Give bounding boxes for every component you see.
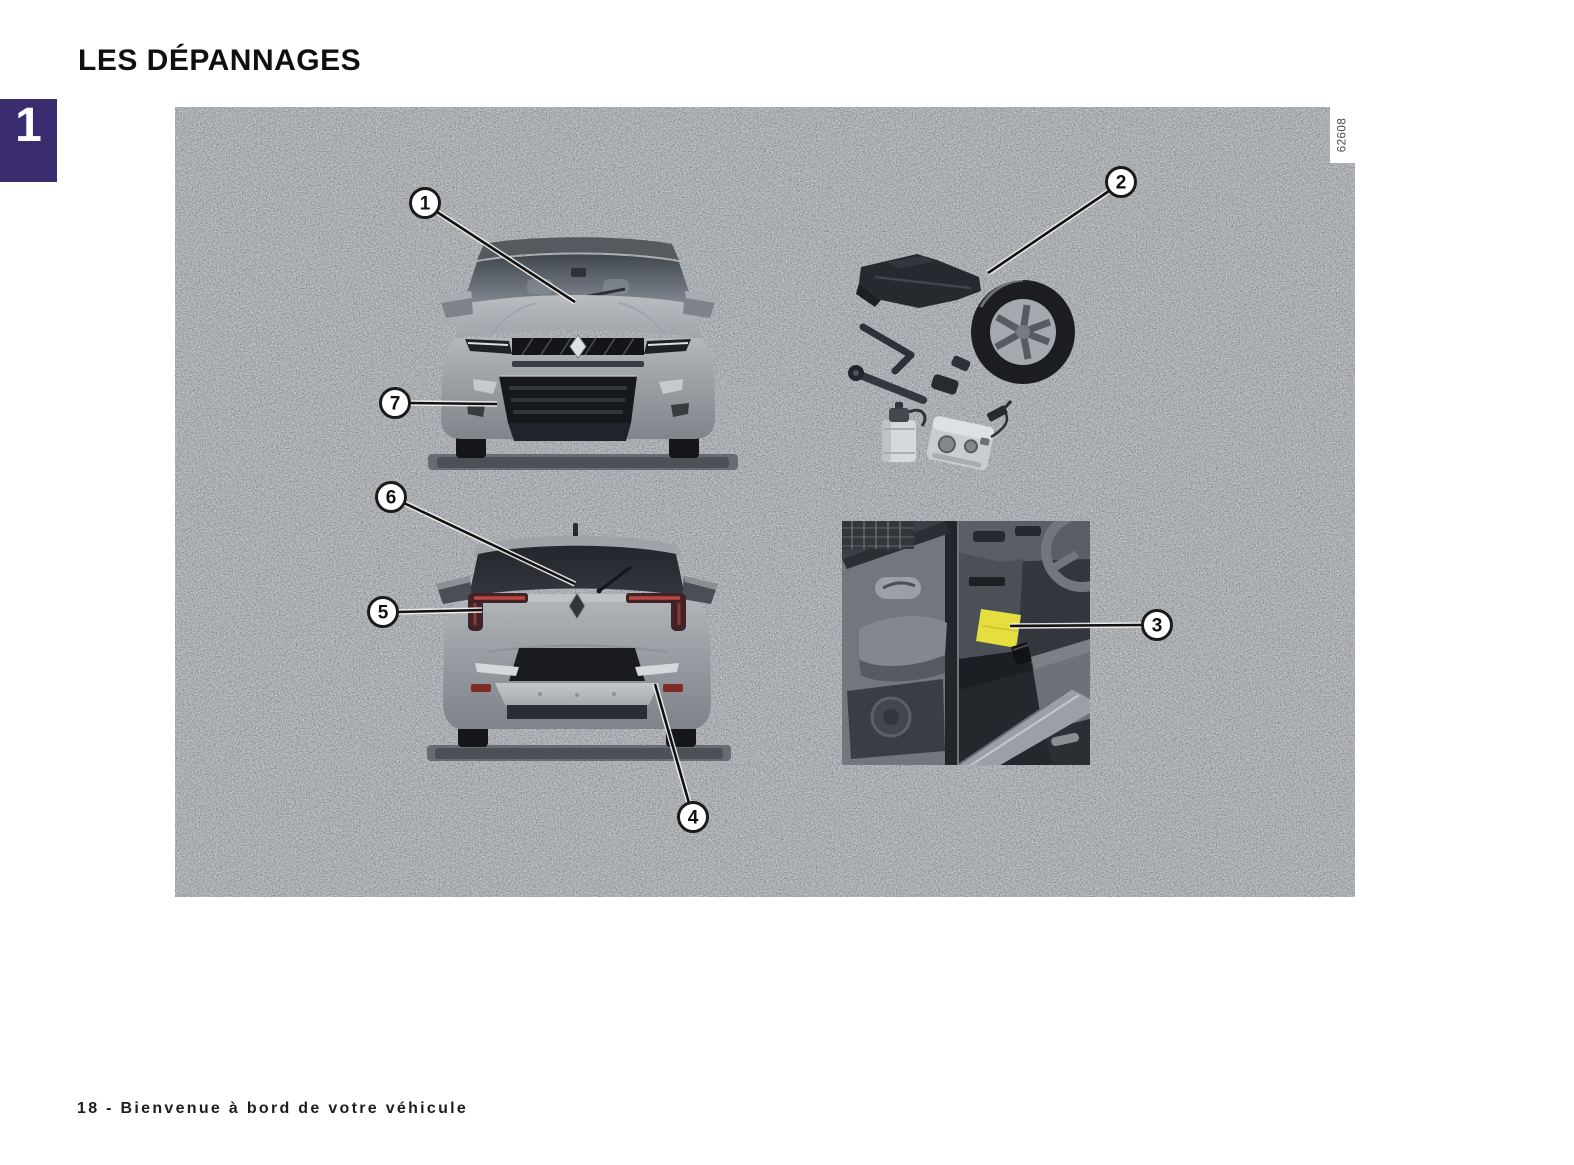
callout-6-label: 6 [385, 487, 397, 509]
door-armrest [859, 616, 947, 666]
door-panel [842, 521, 950, 765]
figure-background [175, 107, 1355, 897]
rear-reflector-right [663, 684, 683, 692]
callout-6 [377, 483, 406, 512]
callout-3-label: 3 [1151, 615, 1163, 637]
chapter-tab [0, 99, 57, 182]
rear-bumper-panel [509, 648, 645, 681]
callout-3 [1143, 611, 1172, 640]
front-bumper-lip [508, 423, 631, 441]
callout-5 [369, 598, 398, 627]
page-title: LES DÉPANNAGES [78, 44, 362, 77]
chapter-number: 1 [15, 99, 42, 152]
callout-7-label: 7 [389, 393, 401, 415]
callout-4 [679, 803, 708, 832]
callout-2-label: 2 [1115, 172, 1127, 194]
callout-2 [1107, 168, 1136, 197]
callout-1-label: 1 [419, 193, 431, 215]
figure-code: 62608 [1336, 117, 1349, 153]
seat-fabric [842, 521, 914, 549]
interior-photo [842, 515, 1118, 775]
rear-reflector-left [471, 684, 491, 692]
rear-window [469, 546, 685, 596]
callout-7 [381, 389, 410, 418]
figure-svg [175, 107, 1355, 897]
callout-4-label: 4 [687, 807, 699, 829]
callout-1 [411, 189, 440, 218]
illustration-panel [175, 107, 1355, 897]
page-footer: 18 - Bienvenue à bord de votre véhicule [77, 1100, 469, 1117]
callout-5-label: 5 [377, 602, 389, 624]
spare-wheel [971, 280, 1075, 384]
